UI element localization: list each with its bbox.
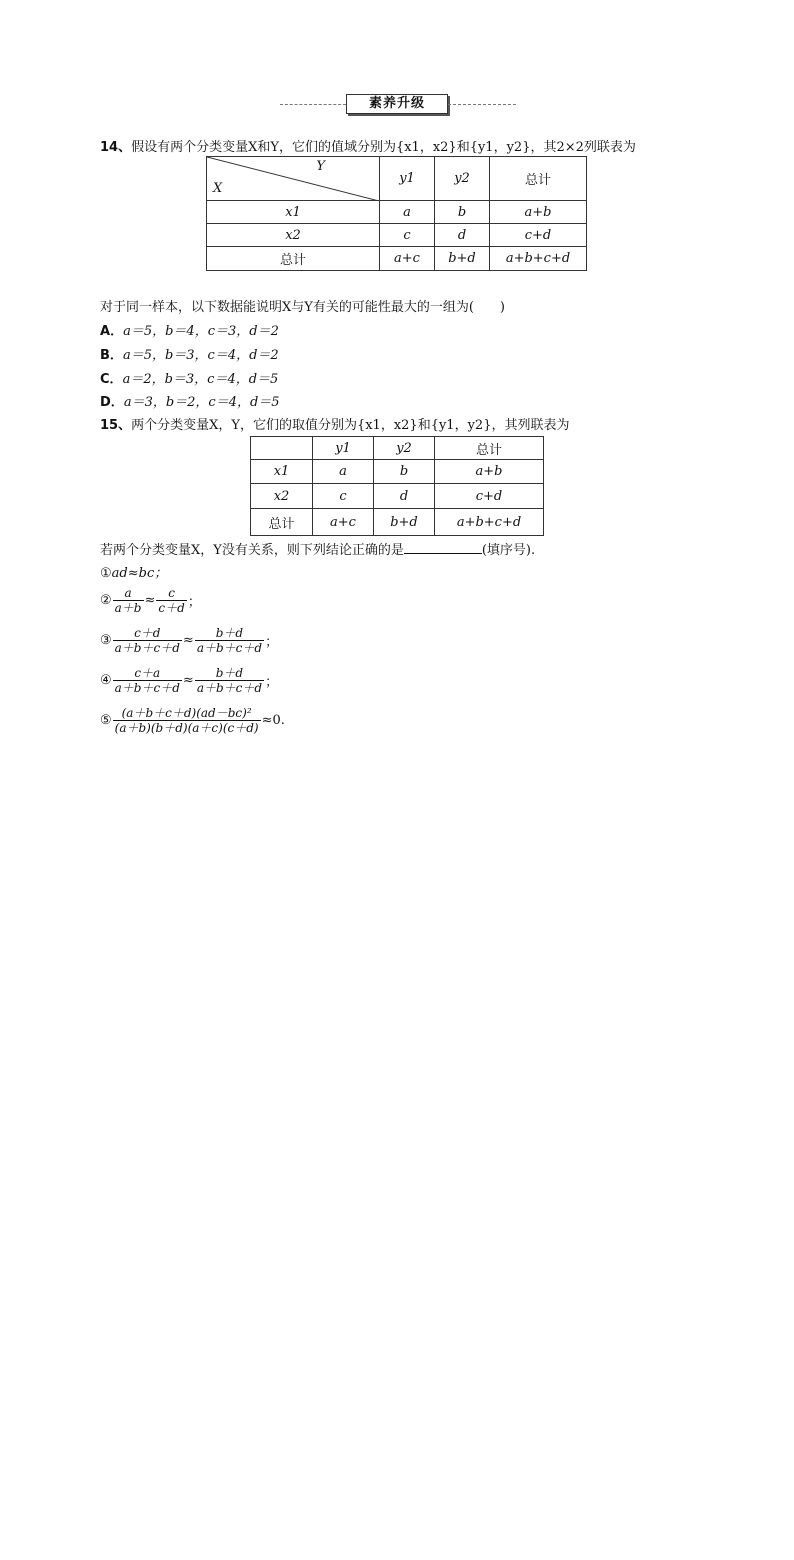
fraction: $\frac{b+d}{a+b+c+d}$: [196, 626, 263, 655]
q14-contingency-table: [206, 156, 587, 271]
q14-r2-c2: d: [435, 224, 490, 247]
q14-stem: 假设有两个分类变量X和Y，它们的值域分别为{x1，x2}和{y1，y2}，其2×2列联表为: [131, 140, 636, 155]
q14-option-a: A．a＝5，b＝4，c＝3，d＝2: [100, 324, 279, 339]
q14-r3-label: 总计: [207, 247, 380, 271]
q14-r1-label: x1: [207, 201, 380, 224]
table-row: [207, 224, 587, 247]
table-row: [251, 437, 544, 460]
q15-r1-label: x1: [251, 460, 313, 484]
fraction: $\frac{c}{c+d}$: [158, 586, 185, 615]
fraction: $\frac{\text{(a＋b＋c＋d)(ad－bc)²}}{(a+b)(b+d)(a+c)(c+d)}$: [114, 706, 259, 735]
diagonal-line: [207, 157, 379, 201]
q15-item-5: ⑤ $\frac{\text{(a＋b＋c＋d)(ad－bc)²}}{(a+b)(b+d)(a+c)(c+d)}$ ≈0.: [100, 706, 285, 735]
q14-number: 14: [100, 140, 119, 155]
q14-r2-c1: c: [380, 224, 435, 247]
q15-item-2: ② $\frac{a}{a+b}$ ≈ $\frac{c}{c+d}$ ；: [100, 586, 201, 615]
q14-corner-cell: [207, 157, 380, 201]
q15-item-3: ③ $\frac{c+d}{a+b+c+d}$ ≈ $\frac{b+d}{a+b+c+d}$ ；: [100, 626, 279, 655]
q14-r2-label: x2: [207, 224, 380, 247]
q15-question: 若两个分类变量X，Y没有关系，则下列结论正确的是 (填序号).: [100, 543, 536, 558]
header-dash-left: [280, 104, 346, 105]
section-header: [280, 94, 516, 114]
q14-header-y1: y1: [380, 157, 435, 201]
q14-r1-total: a+b: [490, 201, 587, 224]
header-dash-right: [448, 104, 516, 105]
q15-contingency-table: [250, 436, 544, 536]
q15-item-1: ①ad≈bc；: [100, 566, 168, 581]
q15-header-y1: y1: [313, 437, 374, 460]
q15-stem: 两个分类变量X，Y，它们的取值分别为{x1，x2}和{y1，y2}，其列联表为: [131, 418, 570, 433]
q14-r1-c1: a: [380, 201, 435, 224]
table-row: [251, 484, 544, 509]
table-row: [207, 247, 587, 271]
fraction: $\frac{c+a}{a+b+c+d}$: [114, 666, 180, 695]
section-title: 素养升级: [346, 94, 448, 114]
q15-r3-total: a+b+c+d: [435, 509, 544, 536]
q15-r2-total: c+d: [435, 484, 544, 509]
q15-r2-c2: d: [374, 484, 435, 509]
answer-blank[interactable]: [404, 541, 482, 554]
q14-header-total: 总计: [490, 157, 587, 201]
q15-r3-c1: a+c: [313, 509, 374, 536]
table-row: [251, 509, 544, 536]
fraction: $\frac{b+d}{a+b+c+d}$: [196, 666, 263, 695]
q14-option-d: D．a＝3，b＝2，c＝4，d＝5: [100, 395, 280, 410]
q14-corner-x: X: [213, 181, 223, 196]
q15-r3-c2: b+d: [374, 509, 435, 536]
q14-corner-y: Y: [316, 159, 325, 174]
q15-header-total: 总计: [435, 437, 544, 460]
q15-header-y2: y2: [374, 437, 435, 460]
q14-r3-c2: b+d: [435, 247, 490, 271]
q15-r1-c1: a: [313, 460, 374, 484]
q14-stem-line: 14、假设有两个分类变量X和Y，它们的值域分别为{x1，x2}和{y1，y2}，其2×2列联表为: [100, 140, 636, 155]
q14-r3-total: a+b+c+d: [490, 247, 587, 271]
fraction: $\frac{c+d}{a+b+c+d}$: [114, 626, 180, 655]
q15-r2-label: x2: [251, 484, 313, 509]
q15-r1-total: a+b: [435, 460, 544, 484]
q14-question: 对于同一样本，以下数据能说明X与Y有关的可能性最大的一组为( ): [100, 300, 505, 315]
q15-r1-c2: b: [374, 460, 435, 484]
q15-item-4: ④ $\frac{c+a}{a+b+c+d}$ ≈ $\frac{b+d}{a+b+c+d}$ ；: [100, 666, 279, 695]
q15-header-empty: [251, 437, 313, 460]
q15-r2-c1: c: [313, 484, 374, 509]
q14-header-y2: y2: [435, 157, 490, 201]
q15-r3-label: 总计: [251, 509, 313, 536]
table-row: [207, 201, 587, 224]
q14-option-b: B．a＝5，b＝3，c＝4，d＝2: [100, 348, 279, 363]
fraction: $\frac{a}{a+b}$: [114, 586, 142, 615]
q14-r2-total: c+d: [490, 224, 587, 247]
q14-option-c: C．a＝2，b＝3，c＝4，d＝5: [100, 372, 279, 387]
table-row: [251, 460, 544, 484]
q14-r1-c2: b: [435, 201, 490, 224]
q15-stem-line: 15、两个分类变量X，Y，它们的取值分别为{x1，x2}和{y1，y2}，其列联表为: [100, 418, 570, 433]
q15-number: 15: [100, 418, 119, 433]
q14-r3-c1: a+c: [380, 247, 435, 271]
